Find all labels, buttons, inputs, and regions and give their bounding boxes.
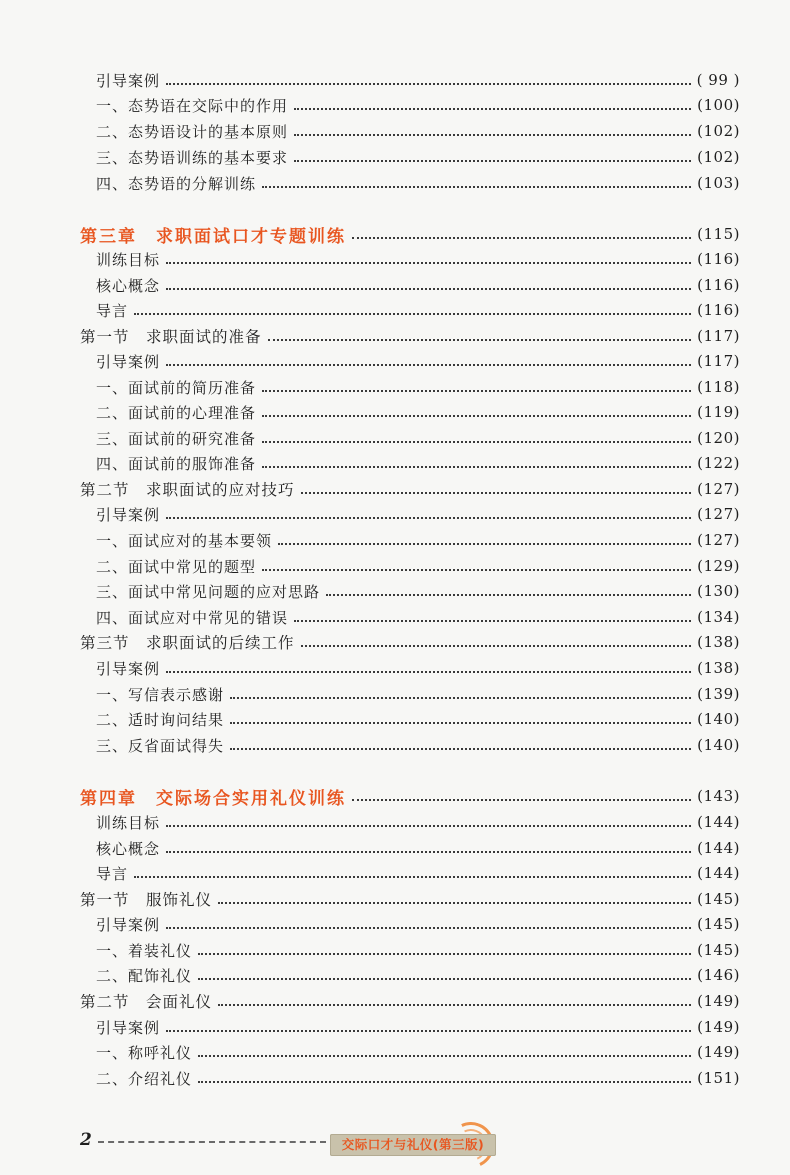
toc-chapter-row: [80, 222, 740, 246]
toc-entry-page: (149): [697, 1043, 740, 1061]
toc-item-row: [96, 68, 740, 92]
toc-entry-page: (143): [697, 787, 740, 805]
toc-item-row: [96, 247, 740, 271]
toc-section-row: [80, 324, 740, 348]
dot-leader: [262, 415, 691, 417]
toc-entry-page: (144): [697, 864, 740, 882]
toc-entry-page: (140): [697, 710, 740, 728]
toc-chapter-row: [80, 784, 740, 808]
toc-item-row: [96, 836, 740, 860]
dot-leader: [198, 1081, 691, 1083]
dot-leader: [294, 160, 691, 162]
toc-entry-page: (144): [697, 839, 740, 857]
toc-entry-title: 引导案例: [96, 1018, 161, 1037]
dot-leader: [166, 262, 691, 264]
toc-entry-page: (103): [697, 174, 740, 192]
toc-item-row: [96, 93, 740, 117]
dot-leader: [166, 851, 691, 853]
dot-leader: [352, 799, 691, 801]
dot-leader: [230, 697, 691, 699]
toc-item-row: [96, 682, 740, 706]
toc-entry-page: (117): [697, 327, 740, 345]
toc-entry-page: (116): [697, 276, 740, 294]
dot-leader: [230, 748, 691, 750]
toc-entry-page: (100): [697, 96, 740, 114]
toc-entry-page: (115): [697, 225, 740, 243]
dot-leader: [134, 313, 691, 315]
dot-leader: [166, 1030, 691, 1032]
toc-item-row: [96, 298, 740, 322]
toc-item-row: [96, 349, 740, 373]
toc-entry-page: (145): [697, 915, 740, 933]
toc-item-row: [96, 375, 740, 399]
dot-leader: [198, 953, 691, 955]
toc-entry-page: (134): [697, 608, 740, 626]
dot-leader: [294, 620, 691, 622]
dot-leader: [294, 134, 691, 136]
toc-entry-title: 核心概念: [96, 276, 161, 295]
dot-leader: [278, 543, 691, 545]
toc-item-row: [96, 938, 740, 962]
toc-item-row: [96, 707, 740, 731]
toc-item-row: [96, 579, 740, 603]
toc-entry-title: 二、面试中常见的题型: [96, 557, 257, 576]
toc-item-row: [96, 733, 740, 757]
toc-entry-title: 训练目标: [96, 250, 161, 269]
toc-item-row: [96, 273, 740, 297]
toc-entry-page: (120): [697, 429, 740, 447]
toc-entry-page: (116): [697, 250, 740, 268]
toc-item-row: [96, 119, 740, 143]
toc-entry-page: (138): [697, 659, 740, 677]
toc-item-row: [96, 656, 740, 680]
toc-entry-page: (151): [697, 1069, 740, 1087]
toc-entry-title: 二、配饰礼仪: [96, 966, 193, 985]
toc-entry-title: 第三节 求职面试的后续工作: [80, 634, 295, 652]
toc-entry-title: 第四章 交际场合实用礼仪训练: [80, 788, 346, 809]
toc-entry-page: (140): [697, 736, 740, 754]
book-title: 交际口才与礼仪(第三版): [341, 1137, 485, 1152]
toc-item-row: [96, 1066, 740, 1090]
dot-leader: [268, 339, 692, 341]
toc-entry-title: 二、面试前的心理准备: [96, 403, 257, 422]
dot-leader: [301, 645, 692, 647]
toc-entry-page: (145): [697, 941, 740, 959]
toc-entry-title: 第二节 会面礼仪: [80, 993, 213, 1011]
dot-leader: [294, 108, 691, 110]
dot-leader: [166, 288, 691, 290]
toc-item-row: [96, 1015, 740, 1039]
toc-entry-title: 四、态势语的分解训练: [96, 174, 257, 193]
toc-item-row: [96, 426, 740, 450]
toc-entry-title: 第三章 求职面试口才专题训练: [80, 226, 346, 247]
toc-entry-page: (139): [697, 685, 740, 703]
toc-entry-title: 第一节 服饰礼仪: [80, 891, 213, 909]
toc-entry-title: 一、面试前的简历准备: [96, 378, 257, 397]
toc-entry-title: 二、介绍礼仪: [96, 1069, 193, 1088]
dot-leader: [262, 390, 691, 392]
dot-leader: [262, 466, 691, 468]
toc-entry-title: 引导案例: [96, 659, 161, 678]
toc-item-row: [96, 451, 740, 475]
toc-item-row: [96, 963, 740, 987]
toc-entry-title: 一、面试应对的基本要领: [96, 531, 273, 550]
dot-leader: [166, 671, 691, 673]
dot-leader: [301, 492, 692, 494]
dot-leader: [166, 825, 691, 827]
toc-entry-page: (127): [697, 505, 740, 523]
toc-item-row: [96, 145, 740, 169]
toc-entry-page: (149): [697, 992, 740, 1010]
toc-entry-title: 一、态势语在交际中的作用: [96, 96, 289, 115]
toc-entry-page: (119): [697, 403, 740, 421]
toc-entry-title: 引导案例: [96, 352, 161, 371]
toc-entry-page: (138): [697, 633, 740, 651]
toc-entry-page: (145): [697, 890, 740, 908]
toc-entry-title: 三、态势语训练的基本要求: [96, 148, 289, 167]
toc-entry-title: 第一节 求职面试的准备: [80, 328, 262, 346]
toc-item-row: [96, 810, 740, 834]
dot-leader: [166, 364, 691, 366]
toc-entry-page: (117): [697, 352, 740, 370]
toc-entry-title: 引导案例: [96, 915, 161, 934]
toc-entry-page: (127): [697, 531, 740, 549]
toc-entry-title: 一、着装礼仪: [96, 941, 193, 960]
toc-entry-page: (116): [697, 301, 740, 319]
toc-entry-title: 四、面试应对中常见的错误: [96, 608, 289, 627]
toc-item-row: [96, 528, 740, 552]
toc-entry-page: ( 99 ): [696, 71, 740, 89]
toc-entry-title: 导言: [96, 864, 129, 883]
toc-item-row: [96, 502, 740, 526]
toc-entry-page: (127): [697, 480, 740, 498]
toc-entry-title: 三、反省面试得失: [96, 736, 225, 755]
toc-item-row: [96, 1040, 740, 1064]
dot-leader: [262, 186, 691, 188]
dot-leader: [262, 569, 691, 571]
toc-entry-title: 三、面试前的研究准备: [96, 429, 257, 448]
toc-entry-page: (144): [697, 813, 740, 831]
toc-item-row: [96, 861, 740, 885]
toc-entry-title: 二、态势语设计的基本原则: [96, 122, 289, 141]
dot-leader: [166, 517, 691, 519]
dot-leader: [134, 876, 691, 878]
toc-section-row: [80, 477, 740, 501]
toc-entry-page: (122): [697, 454, 740, 472]
toc-item-row: [96, 554, 740, 578]
toc-entry-title: 核心概念: [96, 839, 161, 858]
toc-entry-title: 一、称呼礼仪: [96, 1043, 193, 1062]
toc-item-row: [96, 400, 740, 424]
toc-entry-page: (149): [697, 1018, 740, 1036]
toc-entry-title: 训练目标: [96, 813, 161, 832]
toc-entry-title: 二、适时询问结果: [96, 710, 225, 729]
toc-entry-page: (118): [697, 378, 740, 396]
dot-leader: [326, 594, 691, 596]
dot-leader: [198, 978, 691, 980]
toc-entry-title: 一、写信表示感谢: [96, 685, 225, 704]
toc-entry-title: 四、面试前的服饰准备: [96, 454, 257, 473]
toc-entry-title: 引导案例: [96, 71, 161, 90]
toc-entry-page: (102): [697, 148, 740, 166]
toc-entry-title: 导言: [96, 301, 129, 320]
page-number: 2: [80, 1130, 92, 1150]
dot-leader: [230, 722, 691, 724]
toc-item-row: [96, 171, 740, 195]
toc-item-row: [96, 605, 740, 629]
toc-section-row: [80, 989, 740, 1013]
dot-leader: [352, 237, 691, 239]
toc-entry-page: (102): [697, 122, 740, 140]
toc-entry-title: 引导案例: [96, 505, 161, 524]
toc-entry-page: (130): [697, 582, 740, 600]
dot-leader: [218, 1004, 691, 1006]
toc-entry-page: (129): [697, 557, 740, 575]
dot-leader: [166, 927, 691, 929]
toc-entry-title: 三、面试中常见问题的应对思路: [96, 582, 321, 601]
dot-leader: [166, 83, 691, 85]
dot-leader: [262, 441, 691, 443]
toc-entry-page: (146): [697, 966, 740, 984]
toc-section-row: [80, 630, 740, 654]
dot-leader: [218, 902, 691, 904]
toc-entry-title: 第二节 求职面试的应对技巧: [80, 481, 295, 499]
toc-section-row: [80, 887, 740, 911]
toc-item-row: [96, 912, 740, 936]
dot-leader: [198, 1055, 691, 1057]
